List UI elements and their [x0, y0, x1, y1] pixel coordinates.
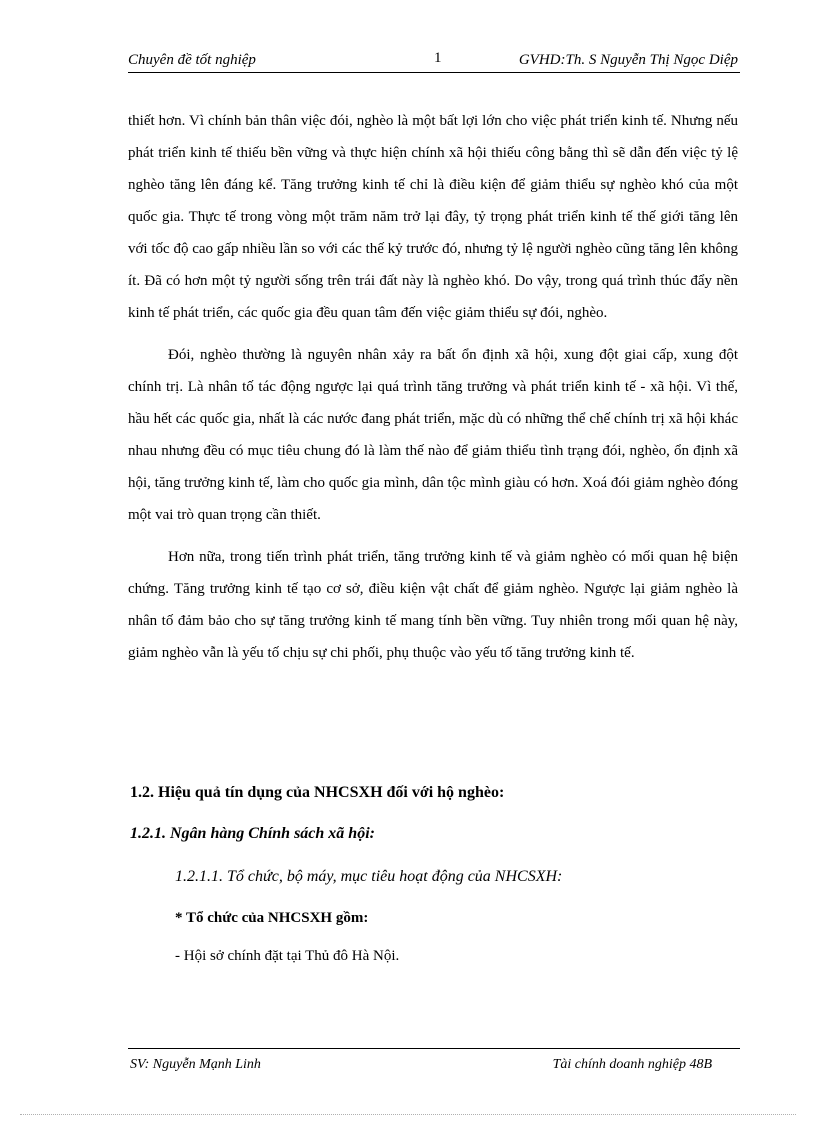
list-item: - Hội sở chính đặt tại Thủ đô Hà Nội. — [175, 948, 400, 964]
page-header — [128, 50, 740, 73]
subsection-label-organization: * Tổ chức của NHCSXH gồm: — [175, 910, 369, 926]
section-heading-1-2-1: 1.2.1. Ngân hàng Chính sách xã hội: — [130, 825, 375, 842]
body-text — [128, 105, 738, 679]
page-number: 1 — [434, 50, 442, 66]
section-heading-1-2: 1.2. Hiệu quả tín dụng của NHCSXH đối với hộ nghèo: — [130, 784, 505, 801]
section-heading-1-2-1-1: 1.2.1.1. Tổ chức, bộ máy, mục tiêu hoạt động của NHCSXH: — [175, 868, 563, 885]
header-document-title: Chuyên đề tốt nghiệp — [128, 52, 256, 68]
header-supervisor: GVHD:Th. S Nguyễn Thị Ngọc Diệp — [518, 52, 738, 68]
paragraph-1: thiết hơn. Vì chính bản thân việc đói, nghèo là một bất lợi lớn cho việc phát triển kinh tế. Nhưng nếu phát triển kinh tế thiếu bền vững và thực hiện chính xã hội thiếu công bằng thì sẽ dẫn đến việc tỷ lệ nghèo tăng lên đáng kể. Tăng trưởng kinh tế chỉ là điều kiện để giảm thiểu sự nghèo khó của một quốc gia. Thực tế trong vòng một trăm năm trở lại đây, tỷ trọng phát triển kinh tế thế giới tăng lên với tốc độ cao gấp nhiều lần so với các thế kỷ trước đó, nhưng tỷ lệ người nghèo cũng tăng lên không ít. Đã có hơn một tỷ người sống trên trái đất này là nghèo khó. Do vậy, trong quá trình thúc đẩy nền kinh tế phát triển, các quốc gia đều quan tâm đến việc giảm thiểu sự đói, nghèo. — [128, 113, 738, 321]
page-edge-divider — [20, 1114, 796, 1115]
page-footer — [128, 1048, 740, 1079]
footer-student-name: SV: Nguyễn Mạnh Linh — [130, 1057, 261, 1072]
paragraph-2: Đói, nghèo thường là nguyên nhân xảy ra bất ổn định xã hội, xung đột giai cấp, xung đột chính trị. Là nhân tố tác động ngược lại quá trình tăng trưởng và phát triển kinh tế - xã hội. Vì thế, hầu hết các quốc gia, nhất là các nước đang phát triển, mặc dù có những thể chế chính trị xã hội khác nhau nhưng đều có mục tiêu chung đó là làm thế nào để giảm thiểu tình trạng đói, nghèo, ổn định xã hội, tăng trưởng kinh tế, làm cho quốc gia mình, dân tộc mình giàu có hơn. Xoá đói giảm nghèo đóng một vai trò quan trọng cần thiết. — [128, 347, 738, 523]
paragraph-3: Hơn nữa, trong tiến trình phát triển, tăng trưởng kinh tế và giảm nghèo có mối quan hệ biện chứng. Tăng trưởng kinh tế tạo cơ sở, điều kiện vật chất để giảm nghèo. Ngược lại giảm nghèo là nhân tố đảm bảo cho sự tăng trưởng kinh tế mang tính bền vững. Tuy nhiên trong mối quan hệ này, giảm nghèo vẫn là yếu tố chịu sự chi phối, phụ thuộc vào yếu tố tăng trưởng kinh tế. — [128, 549, 738, 661]
footer-class: Tài chính doanh nghiệp 48B — [552, 1057, 712, 1072]
